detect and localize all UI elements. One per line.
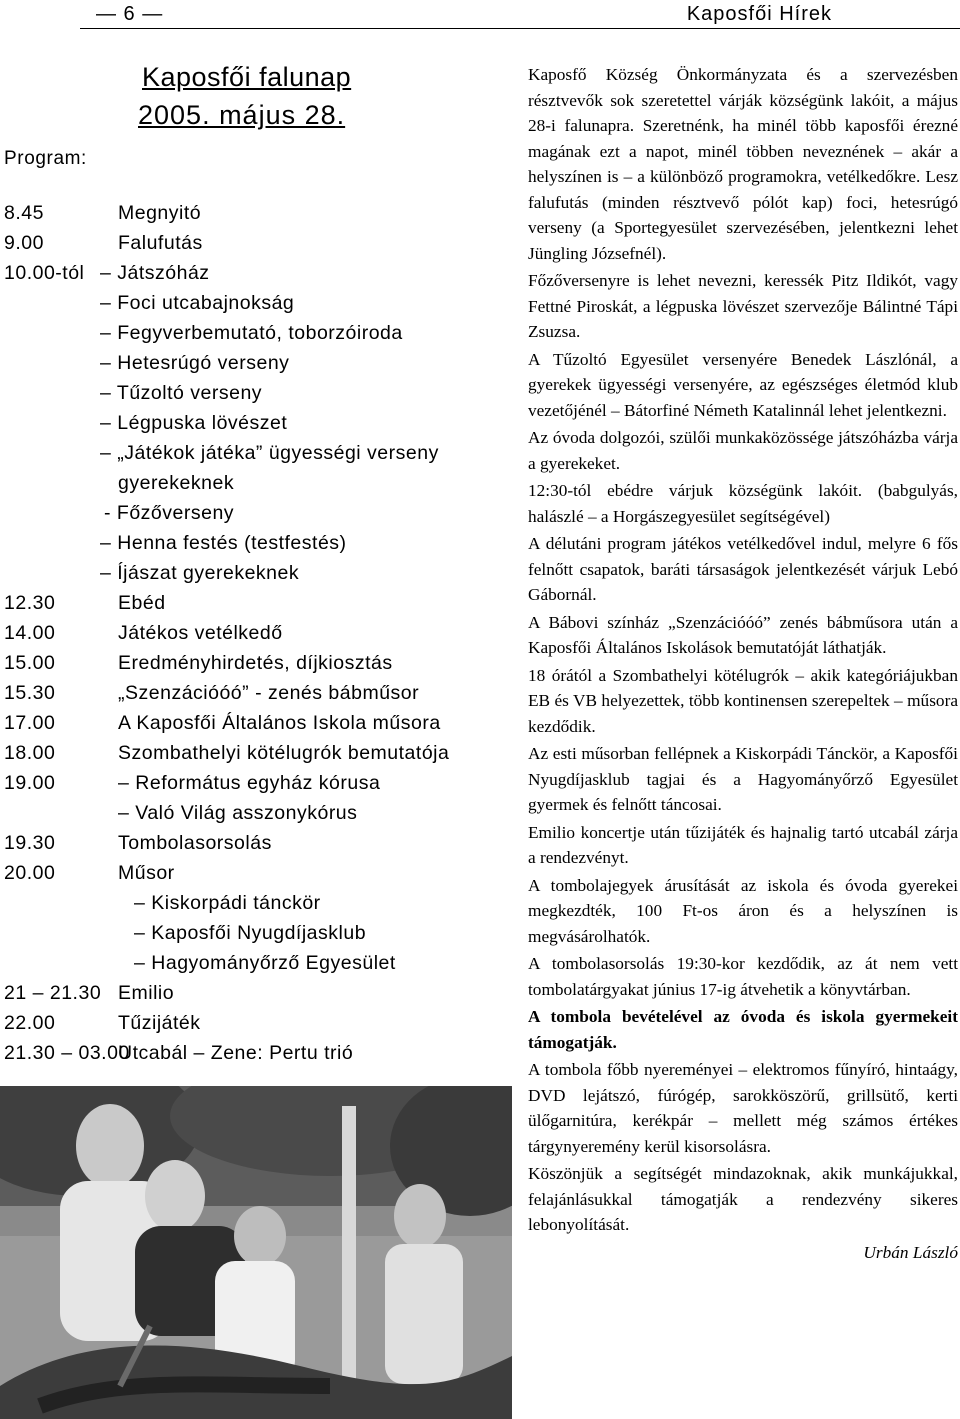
schedule-item: Megnyitó: [118, 202, 202, 224]
article-column: [528, 62, 958, 1265]
schedule-item: Ebéd: [118, 592, 166, 614]
schedule-time: 21 – 21.30: [4, 982, 102, 1004]
schedule-time: 8.45: [4, 202, 44, 224]
schedule-item: „Szenzációóó” - zenés bábműsor: [118, 682, 420, 704]
schedule-time: 9.00: [4, 232, 44, 254]
article-paragraph: A tombolajegyek árusítását az iskola és óvoda gyerekei megkezdték, 100 Ft-os áron és a helyszínen is megvásárolhatók.: [528, 875, 958, 946]
article-paragraph: 12:30-tól ebédre várjuk községünk lakóit. (babgulyás, halászlé – a Horgászegyesület segítségével): [528, 481, 958, 526]
author-signature: Urbán László: [863, 1242, 958, 1262]
event-photo: [0, 1086, 512, 1419]
schedule-item: – Hetesrúgó verseny: [100, 352, 290, 374]
schedule-time: 19.30: [4, 832, 56, 854]
article-paragraph: A Tűzoltó Egyesület versenyére Benedek Lászlónál, a gyerekek ügyességi versenyére, az egészséges életmód klub vezetőjénél – Bátorfiné Németh Katalinnál lehet jelentkezni.: [528, 349, 958, 420]
schedule-item: – Henna festés (testfestés): [100, 532, 347, 554]
schedule-time: 22.00: [4, 1012, 56, 1034]
page-header: [0, 0, 960, 30]
running-title: Kaposfői Hírek: [686, 3, 832, 25]
schedule-time: 14.00: [4, 622, 56, 644]
event-title: Kaposfői falunap: [142, 62, 352, 92]
schedule-time: 10.00-tól: [4, 262, 85, 284]
signature-row: [528, 1240, 958, 1266]
event-date: 2005. május 28.: [138, 100, 346, 130]
page-number: — 6 —: [96, 3, 164, 25]
schedule-item: Műsor: [118, 862, 175, 884]
schedule-item: – „Játékok játéka” ügyességi verseny: [100, 442, 439, 464]
schedule-item: – Tűzoltó verseny: [100, 382, 263, 404]
schedule-item: – Játszóház: [100, 262, 210, 284]
schedule-item: Falufutás: [118, 232, 203, 254]
schedule-item: Eredményhirdetés, díjkiosztás: [118, 652, 393, 674]
schedule-time: 17.00: [4, 712, 56, 734]
article-paragraph: Az óvoda dolgozói, szülői munkaközössége játszóházba várja a gyerekeket.: [528, 428, 958, 473]
article-paragraph: Emilio koncertje után tűzijáték és hajnalig tartó utcabál zárja a rendezvényt.: [528, 822, 958, 867]
schedule-time: 15.00: [4, 652, 56, 674]
schedule-item: - Főzőverseny: [104, 502, 235, 524]
schedule-time: 20.00: [4, 862, 56, 884]
schedule-time: 19.00: [4, 772, 56, 794]
schedule-item: – Fegyverbemutató, toborzóiroda: [100, 322, 403, 344]
schedule-item: – Kaposfői Nyugdíjasklub: [134, 922, 367, 944]
schedule-item: Emilio: [118, 982, 175, 1004]
schedule-item: Tombolasorsolás: [118, 832, 272, 854]
schedule-item: – Kiskorpádi tánckör: [134, 892, 321, 914]
article-paragraph: A tombola főbb nyereményei – elektromos fűnyíró, hintaágy, DVD lejátszó, fúrógép, sarokköszörű, grillsütő, kerti ülőgarnitúra, kerékpár – mellett még számos értékes tárgynyeremény kerül kisorsolásra.: [528, 1060, 958, 1156]
schedule-item: – Íjászat gyerekeknek: [100, 562, 300, 584]
schedule-item: – Hagyományőrző Egyesület: [134, 952, 396, 974]
schedule-time: 18.00: [4, 742, 56, 764]
article-paragraph: 18 órától a Szombathelyi kötélugrók – akik kategóriájukban EB és VB helyezettek, több kontinensen szerepeltek – műsora kezdődik.: [528, 665, 958, 736]
schedule-item: – Légpuska lövészet: [100, 412, 288, 434]
bold-notice: A tombola bevételével az óvoda és iskola gyermekeit támogatják.: [528, 1007, 958, 1052]
article-paragraph: Kaposfő Község Önkormányzata és a szervezésben résztvevők sok szeretettel várják községünk lakóit, a május 28-i falunapra. Szeretnénk, ha minél több kaposfői érezné magának ezt a napot, minél többen neveznének – akár a helyszínen is – a különböző programokra, vetélkedőkre. Lesz falufutás (minden résztvevő pólót kap) foci, hetesrúgó verseny (a Sportegyesület szervezésében, jelentkezni lehet Jüngling Józsefnél).: [528, 65, 958, 263]
schedule-item: gyerekeknek: [118, 472, 235, 494]
schedule-item: Szombathelyi kötélugrók bemutatója: [118, 742, 450, 764]
schedule-item: – Való Világ asszonykórus: [118, 802, 358, 824]
article-paragraph: Főzőversenyre is lehet nevezni, keressék Pitz Ildikót, vagy Fettné Piroskát, a légpuska lövészet szervezője Bálintné Tápi Zsuzsa.: [528, 271, 958, 341]
schedule-item: – Foci utcabajnokság: [100, 292, 295, 314]
article-paragraph: Az esti műsorban fellépnek a Kiskorpádi Tánckör, a Kaposfői Nyugdíjasklub tagjai és a Hagyományőrző Egyesület gyermek és felnőtt táncosai.: [528, 744, 958, 814]
header-rule: [80, 28, 960, 29]
event-photo-illustration: [0, 1086, 512, 1419]
schedule-time: 12.30: [4, 592, 56, 614]
schedule-item: Tűzijáték: [118, 1012, 201, 1034]
schedule-item: A Kaposfői Általános Iskola műsora: [118, 712, 441, 734]
schedule-item: Utcabál – Zene: Pertu trió: [118, 1042, 354, 1064]
program-label: Program:: [4, 148, 87, 169]
schedule-time: 15.30: [4, 682, 56, 704]
article-paragraph: A tombolasorsolás 19:30-kor kezdődik, az át nem vett tombolatárgyakat június 17-ig átvehetik a könyvtárban.: [528, 954, 958, 999]
article-paragraph: Köszönjük a segítségét mindazoknak, akik munkájukkal, felajánlásukkal támogatják a rendezvény sikeres lebonyolítását.: [528, 1164, 958, 1234]
article-paragraph: A délutáni program játékos vetélkedővel indul, melyre 6 fős felnőtt csapatok, baráti társaságok jelentkezését várjuk Lebó Gábornál.: [528, 534, 958, 604]
article-paragraph: A Bábovi színház „Szenzációóó” zenés bábműsora után a Kaposfői Általános Iskolások bemutatóját láthatják.: [528, 612, 958, 657]
schedule-item: – Református egyház kórusa: [118, 772, 381, 794]
schedule-time: 21.30 – 03.00: [4, 1042, 130, 1064]
article-paragraph-bold: [528, 1004, 958, 1055]
schedule-item: Játékos vetélkedő: [118, 622, 283, 644]
